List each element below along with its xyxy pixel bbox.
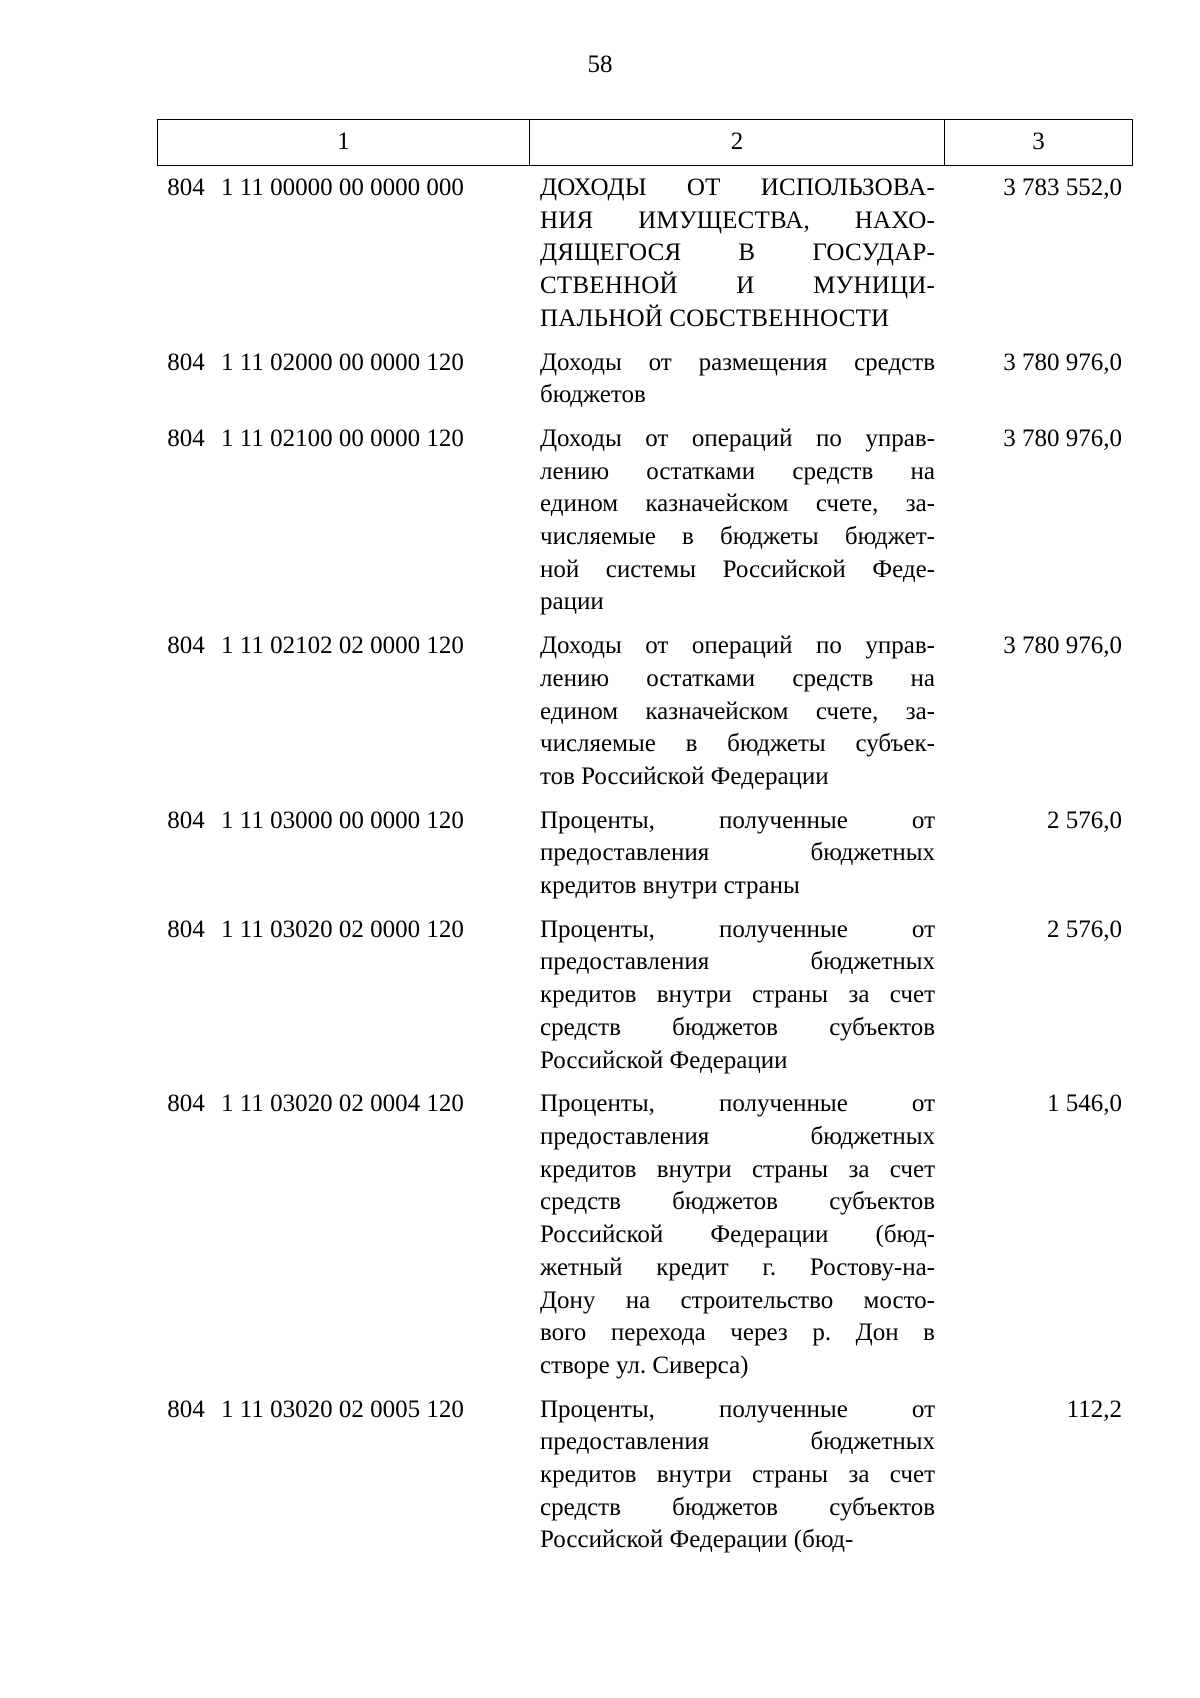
income-name-line: тов Российской Федерации [540, 762, 829, 790]
income-name-line: Российской Федерации (бюд- [540, 1221, 935, 1249]
income-name-line: лению остатками средств на [540, 457, 935, 485]
admin-code: 804 [167, 632, 205, 660]
admin-code: 804 [167, 424, 205, 452]
admin-code: 804 [167, 1090, 205, 1118]
income-name-line: числяемые в бюджеты бюджет- [540, 523, 935, 551]
header-col-3: 3 [1032, 128, 1045, 155]
table-header [157, 119, 1133, 166]
income-name-line: Доходы от размещения средств [540, 348, 935, 376]
admin-code: 804 [167, 1395, 205, 1423]
amount: 2 576,0 [1047, 806, 1122, 834]
admin-code: 804 [167, 915, 205, 943]
table-row [157, 423, 1133, 619]
income-name [529, 1394, 944, 1558]
income-name-line: едином казначейском счете, за- [540, 490, 935, 518]
income-name-line: предоставления бюджетных [540, 1428, 935, 1456]
income-name-line: средств бюджетов субъектов [540, 1493, 935, 1521]
income-name-line: кредитов внутри страны за счет [540, 1461, 935, 1489]
income-name-line: створе ул. Сиверса) [540, 1351, 749, 1379]
budget-classification-code: 1 11 02100 00 0000 120 [221, 424, 464, 452]
amount: 3 780 976,0 [1003, 424, 1122, 452]
amount: 3 780 976,0 [1003, 348, 1122, 376]
income-name [529, 805, 944, 903]
amount: 3 780 976,0 [1003, 632, 1122, 660]
budget-classification-code: 1 11 02102 02 0000 120 [221, 632, 464, 660]
table-row [157, 914, 1133, 1078]
income-name-line: предоставления бюджетных [540, 948, 935, 976]
admin-code: 804 [167, 806, 205, 834]
income-name-line: Дону на строительство мосто- [540, 1286, 935, 1314]
income-name-line: кредитов внутри страны за счет [540, 1155, 935, 1183]
income-name-line: кредитов внутри страны за счет [540, 981, 935, 1009]
table-row [157, 1088, 1133, 1382]
income-name-line: Проценты, полученные от [540, 1090, 935, 1118]
budget-classification-code: 1 11 03020 02 0004 120 [221, 1090, 464, 1118]
income-name-line: лению остатками средств на [540, 664, 935, 692]
income-name-line: предоставления бюджетных [540, 839, 935, 867]
income-name-line: едином казначейском счете, за- [540, 697, 935, 725]
income-name-line: ДЯЩЕГОСЯ В ГОСУДАР- [540, 239, 935, 267]
budget-classification-code: 1 11 03020 02 0000 120 [221, 915, 464, 943]
income-name-line: Проценты, полученные от [540, 806, 935, 834]
income-name [529, 1088, 944, 1382]
income-name-line: Российской Федерации [540, 1046, 788, 1074]
income-name-line: Российской Федерации (бюд- [540, 1526, 854, 1554]
table-body [157, 172, 1133, 1568]
header-col-1: 1 [158, 120, 530, 165]
amount: 3 783 552,0 [1003, 174, 1122, 201]
admin-code: 804 [167, 174, 205, 201]
table-row [157, 347, 1133, 412]
admin-code: 804 [167, 348, 205, 376]
income-name-line: Проценты, полученные от [540, 1395, 935, 1423]
budget-classification-code: 1 11 03020 02 0005 120 [221, 1395, 464, 1423]
income-name-line: вого перехода через р. Дон в [540, 1319, 935, 1347]
budget-classification-code: 1 11 00000 00 0000 000 [221, 174, 464, 201]
table-row [157, 172, 1133, 336]
header-col-2: 2 [530, 120, 945, 165]
amount: 1 546,0 [1047, 1090, 1122, 1118]
income-name-line: средств бюджетов субъектов [540, 1013, 935, 1041]
table-row [157, 805, 1133, 903]
budget-classification-code: 1 11 03000 00 0000 120 [221, 806, 464, 834]
income-name-line: бюджетов [540, 381, 646, 409]
income-name-line: ной системы Российской Феде- [540, 555, 935, 583]
income-name-line: средств бюджетов субъектов [540, 1188, 935, 1216]
table-row [157, 1394, 1133, 1558]
income-name [529, 914, 944, 1078]
income-name-line: кредитов внутри страны [540, 872, 800, 900]
income-name-line: Доходы от операций по управ- [540, 424, 935, 452]
income-name-line: ДОХОДЫ ОТ ИСПОЛЬЗОВА- [540, 174, 935, 201]
income-name-line: числяемые в бюджеты субъек- [540, 730, 935, 758]
amount: 112,2 [1066, 1395, 1122, 1423]
income-name-line: Проценты, полученные от [540, 915, 935, 943]
income-name-line: Доходы от операций по управ- [540, 632, 935, 660]
page-number: 58 [587, 51, 613, 78]
income-name-line: рации [540, 588, 604, 616]
income-name [529, 347, 944, 412]
income-name [529, 630, 944, 794]
amount: 2 576,0 [1047, 915, 1122, 943]
income-name-line: НИЯ ИМУЩЕСТВА, НАХО- [540, 206, 935, 234]
income-name-line: ПАЛЬНОЙ СОБСТВЕННОСТИ [540, 304, 890, 332]
table-row [157, 630, 1133, 794]
income-name [529, 423, 944, 619]
income-name-line: СТВЕННОЙ И МУНИЦИ- [540, 272, 935, 300]
income-name-line: предоставления бюджетных [540, 1122, 935, 1150]
income-name [529, 172, 944, 336]
income-name-line: жетный кредит г. Ростову-на- [540, 1253, 935, 1281]
budget-classification-code: 1 11 02000 00 0000 120 [221, 348, 464, 376]
